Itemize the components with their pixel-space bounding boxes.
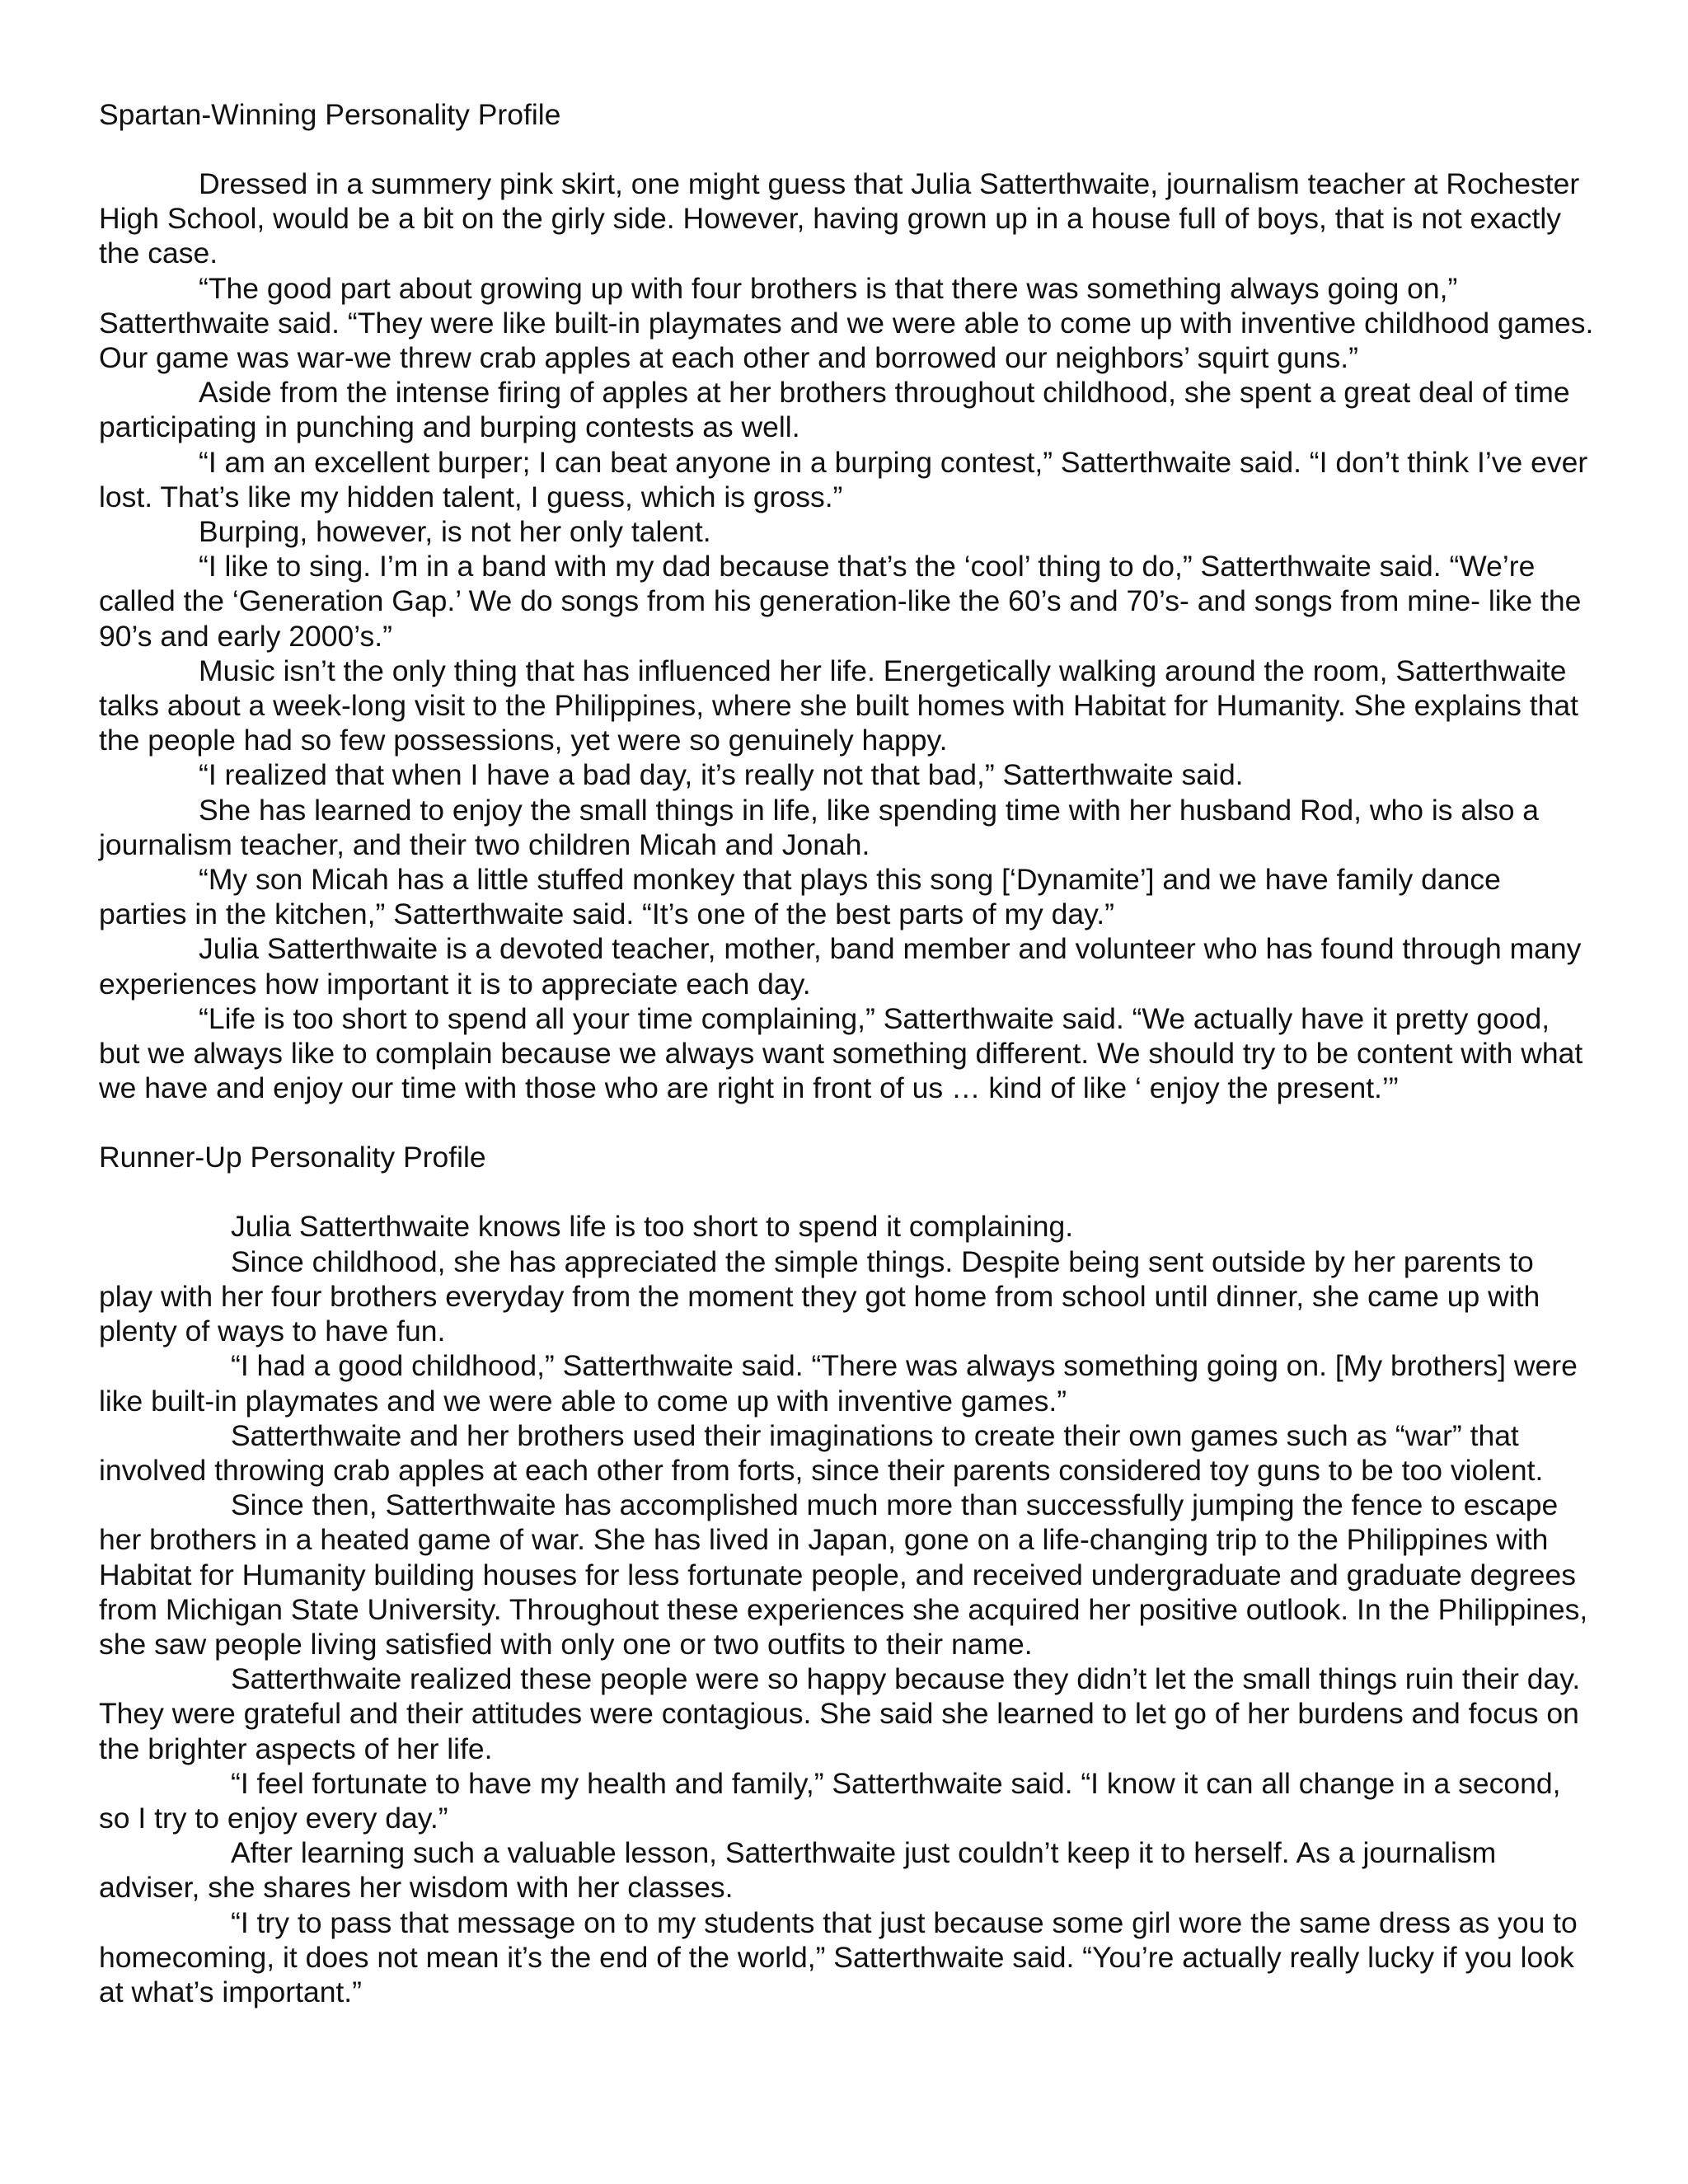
document-page xyxy=(99,97,1595,2009)
paragraph: Julia Satterthwaite is a devoted teacher, mother, band member and volunteer who has found through many experiences how important it is to appreciate each day. xyxy=(99,932,1582,1001)
paragraph: “Life is too short to spend all your time complaining,” Satterthwaite said. “We actually have it pretty good, but we always like to complain because we always want something different. We should try to be content with what we have and enjoy our time with those who are right in front of us … kind of like ‘ enjoy the present.’” xyxy=(99,1001,1583,1105)
section-heading: Spartan-Winning Personality Profile xyxy=(99,98,561,131)
paragraph: “The good part about growing up with four brothers is that there was something always going on,” Satterthwaite said. “They were like built-in playmates and we were able to come up with inventive childhood games. Our game was war-we threw crab apples at each other and borrowed our neighbors’ squirt guns.” xyxy=(99,271,1594,375)
winning-profile-section xyxy=(99,97,1595,1105)
paragraph: “I realized that when I have a bad day, it’s really not that bad,” Satterthwaite said. xyxy=(199,758,1244,792)
paragraph: “I feel fortunate to have my health and family,” Satterthwaite said. “I know it can all change in a second, so I try to enjoy every day.” xyxy=(99,1766,1561,1835)
paragraph: After learning such a valuable lesson, Satterthwaite just couldn’t keep it to herself. As a journalism adviser, she shares her wisdom with her classes. xyxy=(99,1836,1497,1905)
paragraph: She has learned to enjoy the small things in life, like spending time with her husband Rod, who is also a journalism teacher, and their two children Micah and Jonah. xyxy=(99,793,1540,861)
section-heading: Runner-Up Personality Profile xyxy=(99,1141,486,1174)
paragraph: “I like to sing. I’m in a band with my dad because that’s the ‘cool’ thing to do,” Satterthwaite said. “We’re called the ‘Generation Gap.’ We do songs from his generation-like the 60’s and 70’s- and songs from mine- like the 90’s and early 2000’s.” xyxy=(99,550,1582,653)
paragraph: “I am an excellent burper; I can beat anyone in a burping contest,” Satterthwaite said. “I don’t think I’ve ever lost. That’s like my hidden talent, I guess, which is gross.” xyxy=(99,445,1588,513)
runner-up-profile-section xyxy=(99,1140,1595,2009)
paragraph: Satterthwaite and her brothers used their imaginations to create their own games such as “war” that involved throwing crab apples at each other from forts, since their parents considered toy guns to be too violent. xyxy=(99,1418,1544,1487)
paragraph: “My son Micah has a little stuffed monkey that plays this song [‘Dynamite’] and we have family dance parties in the kitchen,” Satterthwaite said. “It’s one of the best parts of my day.” xyxy=(99,863,1501,931)
paragraph: “I had a good childhood,” Satterthwaite said. “There was always something going on. [My brothers] were like built-in playmates and we were able to come up with inventive games.” xyxy=(99,1349,1578,1418)
paragraph: Since childhood, she has appreciated the simple things. Despite being sent outside by her parents to play with her four brothers everyday from the moment they got home from school until dinner, she came up with plenty of ways to have fun. xyxy=(99,1244,1540,1348)
paragraph: “I try to pass that message on to my students that just because some girl wore the same dress as you to homecoming, it does not mean it’s the end of the world,” Satterthwaite said. “You’re actually really lucky if you look at what’s important.” xyxy=(99,1905,1578,2008)
paragraph: Burping, however, is not her only talent. xyxy=(199,515,711,549)
paragraph: Julia Satterthwaite knows life is too short to spend it complaining. xyxy=(231,1210,1074,1244)
paragraph: Music isn’t the only thing that has influenced her life. Energetically walking around the room, Satterthwaite talks about a week-long visit to the Philippines, where she built homes with Habitat for Humanity. She explains that the people had so few possessions, yet were so genuinely happy. xyxy=(99,654,1579,757)
paragraph: Aside from the intense firing of apples at her brothers throughout childhood, she spent a great deal of time participating in punching and burping contests as well. xyxy=(99,376,1570,444)
paragraph: Satterthwaite realized these people were so happy because they didn’t let the small things ruin their day. They were grateful and their attitudes were contagious. She said she learned to let go of her burdens and focus on the brighter aspects of her life. xyxy=(99,1662,1581,1765)
paragraph: Since then, Satterthwaite has accomplished much more than successfully jumping the fence to escape her brothers in a heated game of war. She has lived in Japan, gone on a life-changing trip to the Philippines with Habitat for Humanity building houses for less fortunate people, and received undergraduate and graduate degrees from Michigan State University. Throughout these experiences she acquired her positive outlook. In the Philippines, she saw people living satisfied with only one or two outfits to their name. xyxy=(99,1488,1588,1661)
paragraph: Dressed in a summery pink skirt, one might guess that Julia Satterthwaite, journalism teacher at Rochester High School, would be a bit on the girly side. However, having grown up in a house full of boys, that is not exactly the case. xyxy=(99,167,1580,270)
